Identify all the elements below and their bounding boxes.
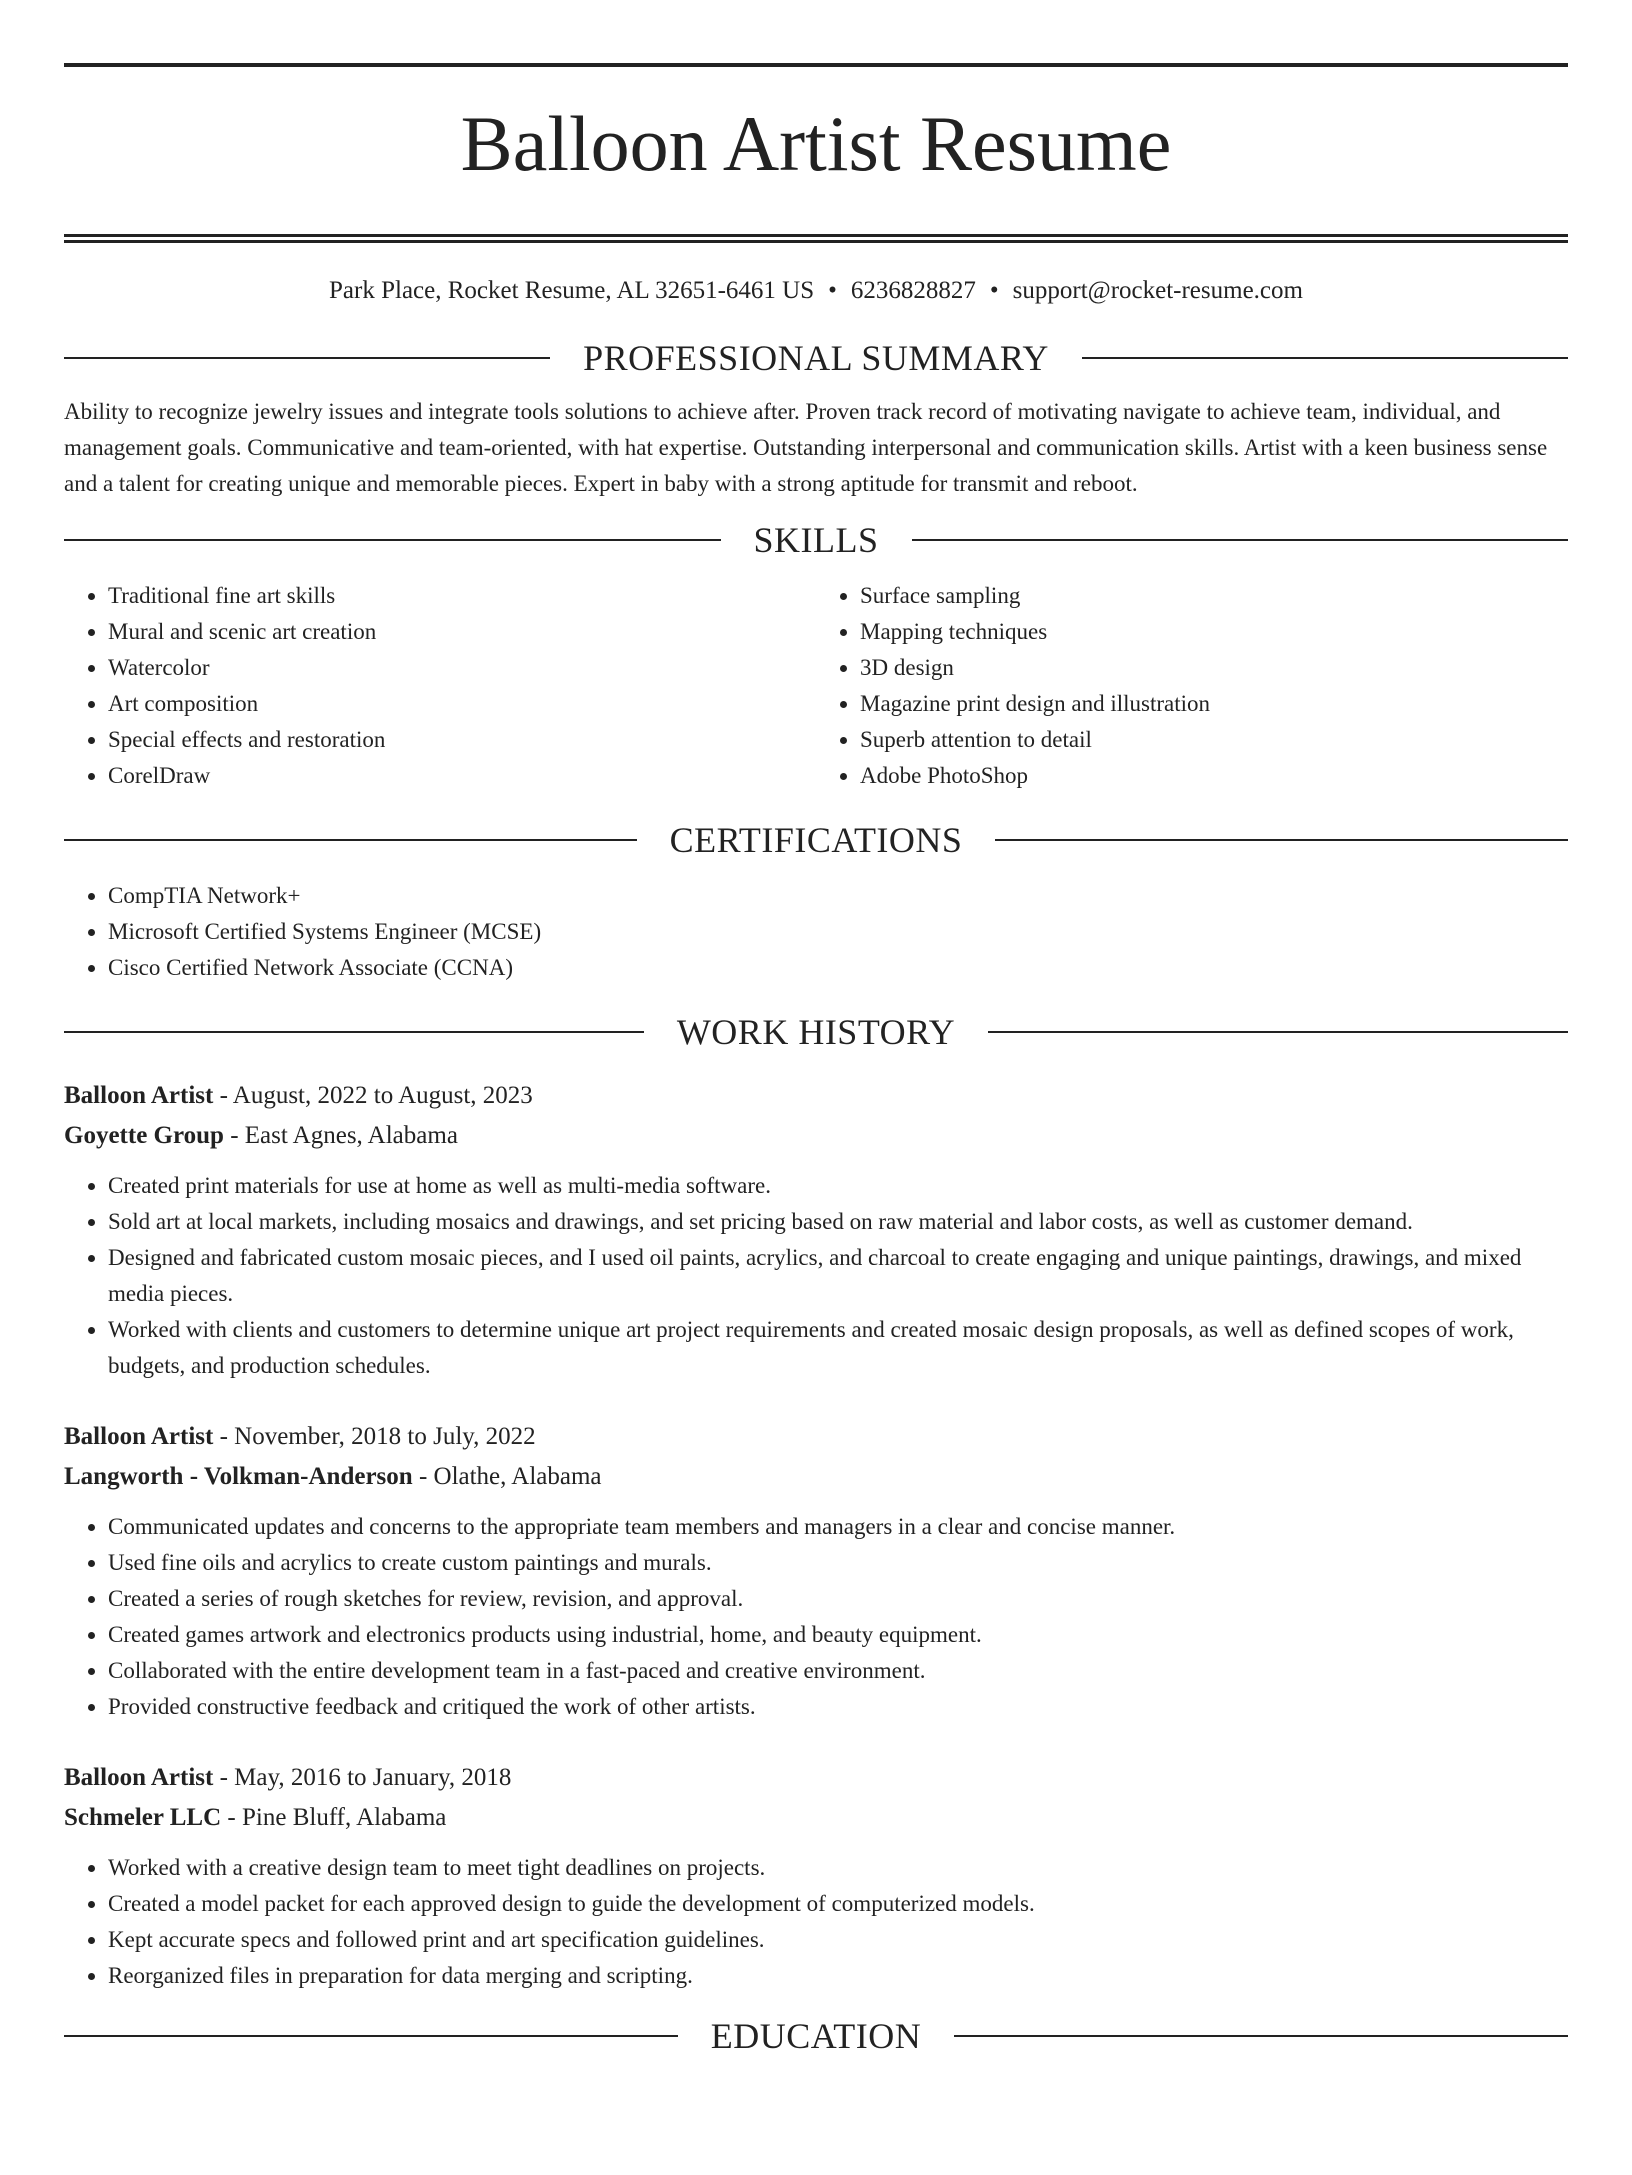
certification-item: • CompTIA Network+ (108, 878, 1568, 914)
skill-item: • Watercolor (108, 650, 816, 686)
job-bullet: • Provided constructive feedback and critiqued the work of other artists. (108, 1689, 1568, 1725)
job-bullet: • Collaborated with the entire development team in a fast-paced and creative environment. (108, 1653, 1568, 1689)
summary-heading: PROFESSIONAL SUMMARY (583, 338, 1049, 378)
job-title-line (64, 1758, 1568, 1798)
certifications-heading: CERTIFICATIONS (669, 820, 963, 860)
job-title: Balloon Artist (64, 1423, 214, 1450)
job-bullet: • Used fine oils and acrylics to create custom paintings and murals. (108, 1545, 1568, 1581)
skill-item: • Special effects and restoration (108, 722, 816, 758)
job-bullet: • Kept accurate specs and followed print and art specification guidelines. (108, 1922, 1568, 1958)
skill-item: • Mural and scenic art creation (108, 614, 816, 650)
job-company: Schmeler LLC (64, 1804, 222, 1831)
title-double-rule (64, 234, 1568, 243)
skill-item: • Superb attention to detail (860, 722, 1568, 758)
job-dates: - November, 2018 to July, 2022 (213, 1423, 536, 1450)
job-bullet: • Designed and fabricated custom mosaic pieces, and I used oil paints, acrylics, and charcoal to create engaging and unique paintings, drawings, and mixed media pieces. (108, 1240, 1568, 1312)
job-dates: - May, 2016 to January, 2018 (213, 1764, 512, 1791)
job-entry (64, 1758, 1568, 1994)
job-bullets (64, 1168, 1568, 1384)
contact-line (64, 276, 1568, 306)
contact-separator: • (828, 277, 837, 304)
job-title-line (64, 1076, 1568, 1116)
job-bullet: • Created games artwork and electronics products using industrial, home, and beauty equipment. (108, 1617, 1568, 1653)
job-bullets (64, 1850, 1568, 1994)
work-history (64, 1076, 1568, 1994)
divider-line (1082, 357, 1568, 359)
divider-line (995, 839, 1568, 841)
job-entry (64, 1417, 1568, 1725)
job-bullet: • Sold art at local markets, including mosaics and drawings, and set pricing based on raw material and labor costs, as well as customer demand. (108, 1204, 1568, 1240)
skill-item: • 3D design (860, 650, 1568, 686)
job-bullet: • Created a series of rough sketches for review, revision, and approval. (108, 1581, 1568, 1617)
certifications-section-heading (64, 818, 1568, 862)
job-company: Langworth - Volkman-Anderson (64, 1463, 413, 1490)
certifications-list (64, 878, 1568, 986)
work-section-heading (64, 1010, 1568, 1054)
job-bullet: • Created a model packet for each approved design to guide the development of computerized models. (108, 1886, 1568, 1922)
contact-address: Park Place, Rocket Resume, AL 32651-6461 US (329, 277, 815, 304)
education-heading: EDUCATION (710, 2016, 922, 2056)
skill-item: • Magazine print design and illustration (860, 686, 1568, 722)
job-title: Balloon Artist (64, 1764, 214, 1791)
job-entry (64, 1076, 1568, 1384)
divider-line (912, 539, 1569, 541)
job-company-line (64, 1116, 1568, 1156)
divider-line (64, 357, 550, 359)
top-rule (64, 63, 1568, 67)
certification-item: • Cisco Certified Network Associate (CCNA) (108, 950, 1568, 986)
job-dates: - August, 2022 to August, 2023 (213, 1082, 533, 1109)
skills-columns (64, 578, 1568, 794)
skills-heading: SKILLS (753, 520, 879, 560)
skill-item: • Surface sampling (860, 578, 1568, 614)
certification-item: • Microsoft Certified Systems Engineer (MCSE) (108, 914, 1568, 950)
job-title: Balloon Artist (64, 1082, 214, 1109)
job-bullet: • Worked with clients and customers to determine unique art project requirements and created mosaic design proposals, as well as defined scopes of work, budgets, and production schedules. (108, 1312, 1568, 1384)
skills-list-right (816, 578, 1568, 794)
resume-title: Balloon Artist Resume (460, 100, 1172, 187)
job-location: - East Agnes, Alabama (223, 1122, 458, 1149)
divider-line (954, 2035, 1568, 2037)
skill-item: • Art composition (108, 686, 816, 722)
summary-text: Ability to recognize jewelry issues and integrate tools solutions to achieve after. Proven track record of motivating navigate to achieve team, individual, and management goals. Communicative and team-oriented, with hat expertise. Outstanding interpersonal and communication skills. Artist with a keen business sense and a talent for creating unique and memorable pieces. Expert in baby with a strong aptitude for transmit and reboot. (64, 399, 1548, 496)
skill-item: • Traditional fine art skills (108, 578, 816, 614)
divider-line (64, 1031, 644, 1033)
job-location: - Pine Bluff, Alabama (221, 1804, 447, 1831)
skills-list-left (64, 578, 816, 794)
job-location: - Olathe, Alabama (412, 1463, 602, 1490)
job-bullet: • Created print materials for use at home as well as multi-media software. (108, 1168, 1568, 1204)
skill-item: • CorelDraw (108, 758, 816, 794)
contact-email: support@rocket-resume.com (1012, 277, 1303, 304)
job-company: Goyette Group (64, 1122, 224, 1149)
divider-line (64, 539, 721, 541)
contact-phone: 6236828827 (850, 277, 976, 304)
resume-page (0, 63, 1632, 2175)
job-bullet: • Communicated updates and concerns to the appropriate team members and managers in a clear and concise manner. (108, 1509, 1568, 1545)
job-bullet: • Worked with a creative design team to meet tight deadlines on projects. (108, 1850, 1568, 1886)
job-title-line (64, 1417, 1568, 1457)
divider-line (64, 839, 637, 841)
divider-line (64, 2035, 678, 2037)
skill-item: • Adobe PhotoShop (860, 758, 1568, 794)
job-bullet: • Reorganized files in preparation for data merging and scripting. (108, 1958, 1568, 1994)
skills-section-heading (64, 518, 1568, 562)
job-company-line (64, 1798, 1568, 1838)
summary-section-heading (64, 336, 1568, 380)
job-company-line (64, 1457, 1568, 1497)
skill-item: • Mapping techniques (860, 614, 1568, 650)
contact-separator: • (989, 277, 999, 304)
work-heading: WORK HISTORY (676, 1012, 956, 1052)
job-bullets (64, 1509, 1568, 1725)
divider-line (988, 1031, 1568, 1033)
education-section-heading (64, 2014, 1568, 2058)
